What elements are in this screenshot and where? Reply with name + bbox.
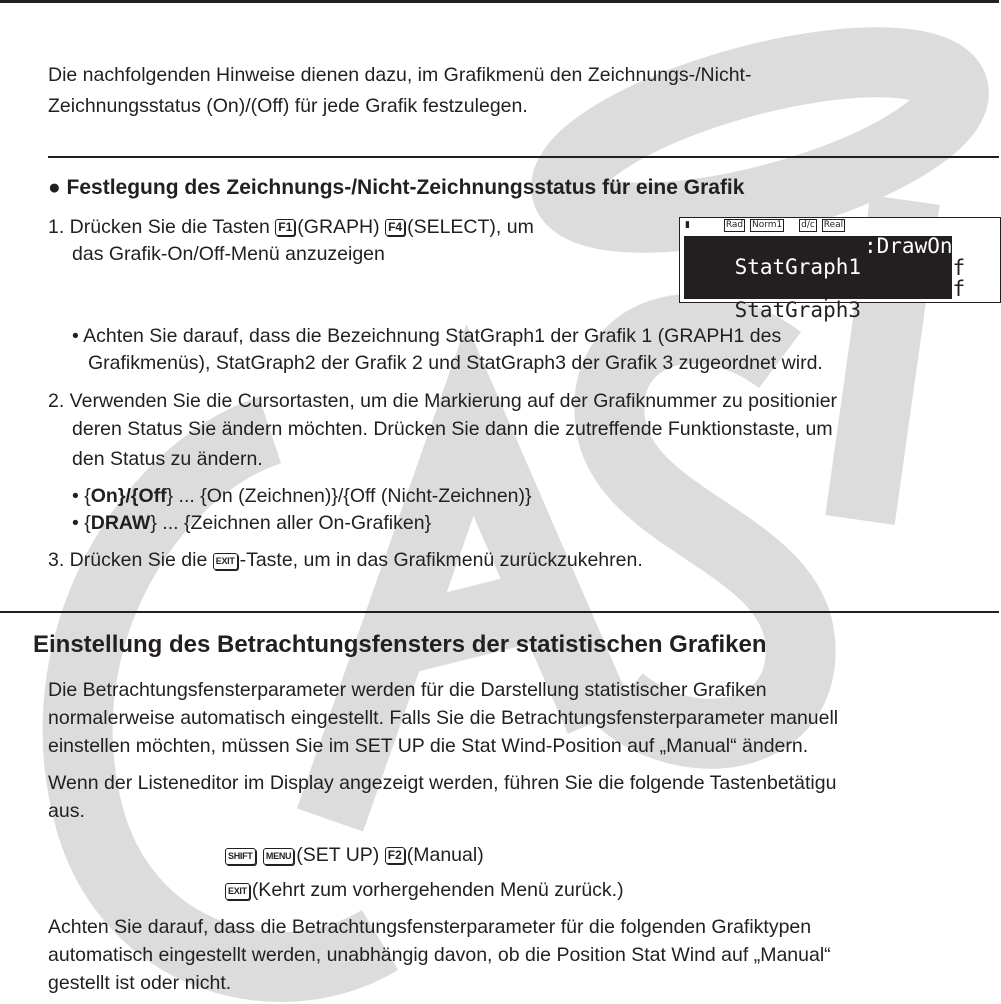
option2-rest: } ... {Zeichnen aller On-Grafiken} (150, 512, 432, 534)
status-real: Real (823, 220, 844, 230)
keyline-2 (225, 881, 624, 901)
section2-heading: Einstellung des Betrachtungsfensters der statistischen Grafiken (33, 631, 767, 658)
step3-line (48, 551, 643, 571)
option-off: Off (138, 485, 167, 507)
bullet-icon: ● (48, 176, 67, 199)
battery-icon: ▮ (685, 220, 690, 230)
menu-key: MENU (263, 848, 294, 865)
intro-line-2: Zeichnungsstatus (On)/(Off) für jede Grafik festzulegen. (48, 95, 528, 117)
p3-line2: automatisch eingestellt werden, unabhängig davon, ob die Position Stat Wind auf „Manual“ (48, 944, 831, 966)
option2-bullet: • { (72, 512, 91, 534)
step3-suffix: -Taste, um in das Grafikmenü zurückzukehren. (239, 549, 643, 571)
step2-line3: den Status zu ändern. (72, 448, 263, 470)
section1-heading (48, 177, 744, 198)
row2-name: StatGraph2 (734, 277, 862, 301)
section1-heading-text: Festlegung des Zeichnungs-/Nicht-Zeichnungsstatus für eine Grafik (66, 176, 745, 199)
row2-value: :DrawOff (864, 256, 966, 280)
option-draw (72, 514, 431, 534)
option-on: On (90, 485, 118, 507)
step3-prefix: 3. Drücken Sie die (48, 549, 208, 571)
shift-key: SHIFT (225, 848, 256, 865)
step1-line1 (48, 218, 534, 238)
p3-line3: gestellt ist oder nicht. (48, 972, 232, 994)
f1-key: F1 (275, 219, 295, 236)
step1-line2: das Grafik-On/Off-Menü anzuzeigen (72, 243, 385, 265)
option1-rest: } ... {On (Zeichnen)}/{Off (Nicht-Zeichnen)} (166, 485, 532, 507)
row1-value: :DrawOn (864, 234, 953, 258)
row3-value: :DrawOff (864, 277, 966, 301)
p2-line1: Wenn der Listeneditor im Display angezeigt werden, führen Sie die folgende Tastenbetätigu (48, 772, 837, 794)
exit-key-2: EXIT (225, 883, 250, 900)
p1-line3: einstellen möchten, müssen Sie im SET UP die Stat Wind-Position auf „Manual“ ändern. (48, 735, 809, 757)
step1-prefix: 1. Drücken Sie die Tasten (48, 216, 270, 238)
setup-label: (SET UP) (296, 844, 380, 866)
p1-line1: Die Betrachtungsfensterparameter werden für die Darstellung statistischer Grafiken (48, 679, 767, 701)
section-rule-1 (48, 156, 999, 158)
status-bar (684, 219, 847, 234)
top-rule (0, 0, 999, 3)
p2-line2: aus. (48, 800, 85, 822)
f4-key: F4 (385, 219, 405, 236)
option1-bullet: • { (72, 485, 91, 507)
bullet1-line2: Grafikmenüs), StatGraph2 der Grafik 2 und StatGraph3 der Grafik 3 zugeordnet wird. (88, 352, 823, 374)
status-dc: d/c (801, 220, 815, 230)
step2-line1: 2. Verwenden Sie die Cursortasten, um die Markierung auf der Grafiknummer zu positionier (48, 390, 838, 412)
calculator-screen (679, 217, 1001, 322)
status-norm: Norm1 (752, 220, 783, 230)
section-rule-2 (0, 611, 999, 613)
keyline-1 (225, 846, 484, 866)
step2-line2: deren Status Sie ändern möchten. Drücken Sie dann die zutreffende Funktionstaste, um (72, 418, 833, 440)
manual-label: (Manual) (406, 844, 484, 866)
row3-name: StatGraph3 (734, 298, 862, 322)
intro-line-1: Die nachfolgenden Hinweise dienen dazu, im Grafikmenü den Zeichnungs-/Nicht- (48, 64, 752, 86)
bullet1-line1: • Achten Sie darauf, dass die Bezeichnung StatGraph1 der Grafik 1 (GRAPH1 des (72, 325, 782, 347)
p1-line2: normalerweise automatisch eingestellt. Falls Sie die Betrachtungsfensterparameter manuell (48, 707, 839, 729)
row1-name: StatGraph1 (734, 255, 862, 279)
exit-key: EXIT (213, 553, 238, 570)
option1-sep: }/{ (117, 485, 139, 507)
f1-label: (GRAPH) (297, 216, 380, 238)
option-draw-label: DRAW (90, 512, 151, 534)
exit-description: (Kehrt zum vorhergehenden Menü zurück.) (251, 879, 624, 901)
option-on-off (72, 487, 532, 507)
status-rad: Rad (725, 220, 744, 230)
f2-key: F2 (385, 847, 405, 864)
p3-line1: Achten Sie darauf, dass die Betrachtungsfensterparameter für die folgenden Grafiktypen (48, 916, 812, 938)
f4-label: (SELECT), um (407, 216, 534, 238)
